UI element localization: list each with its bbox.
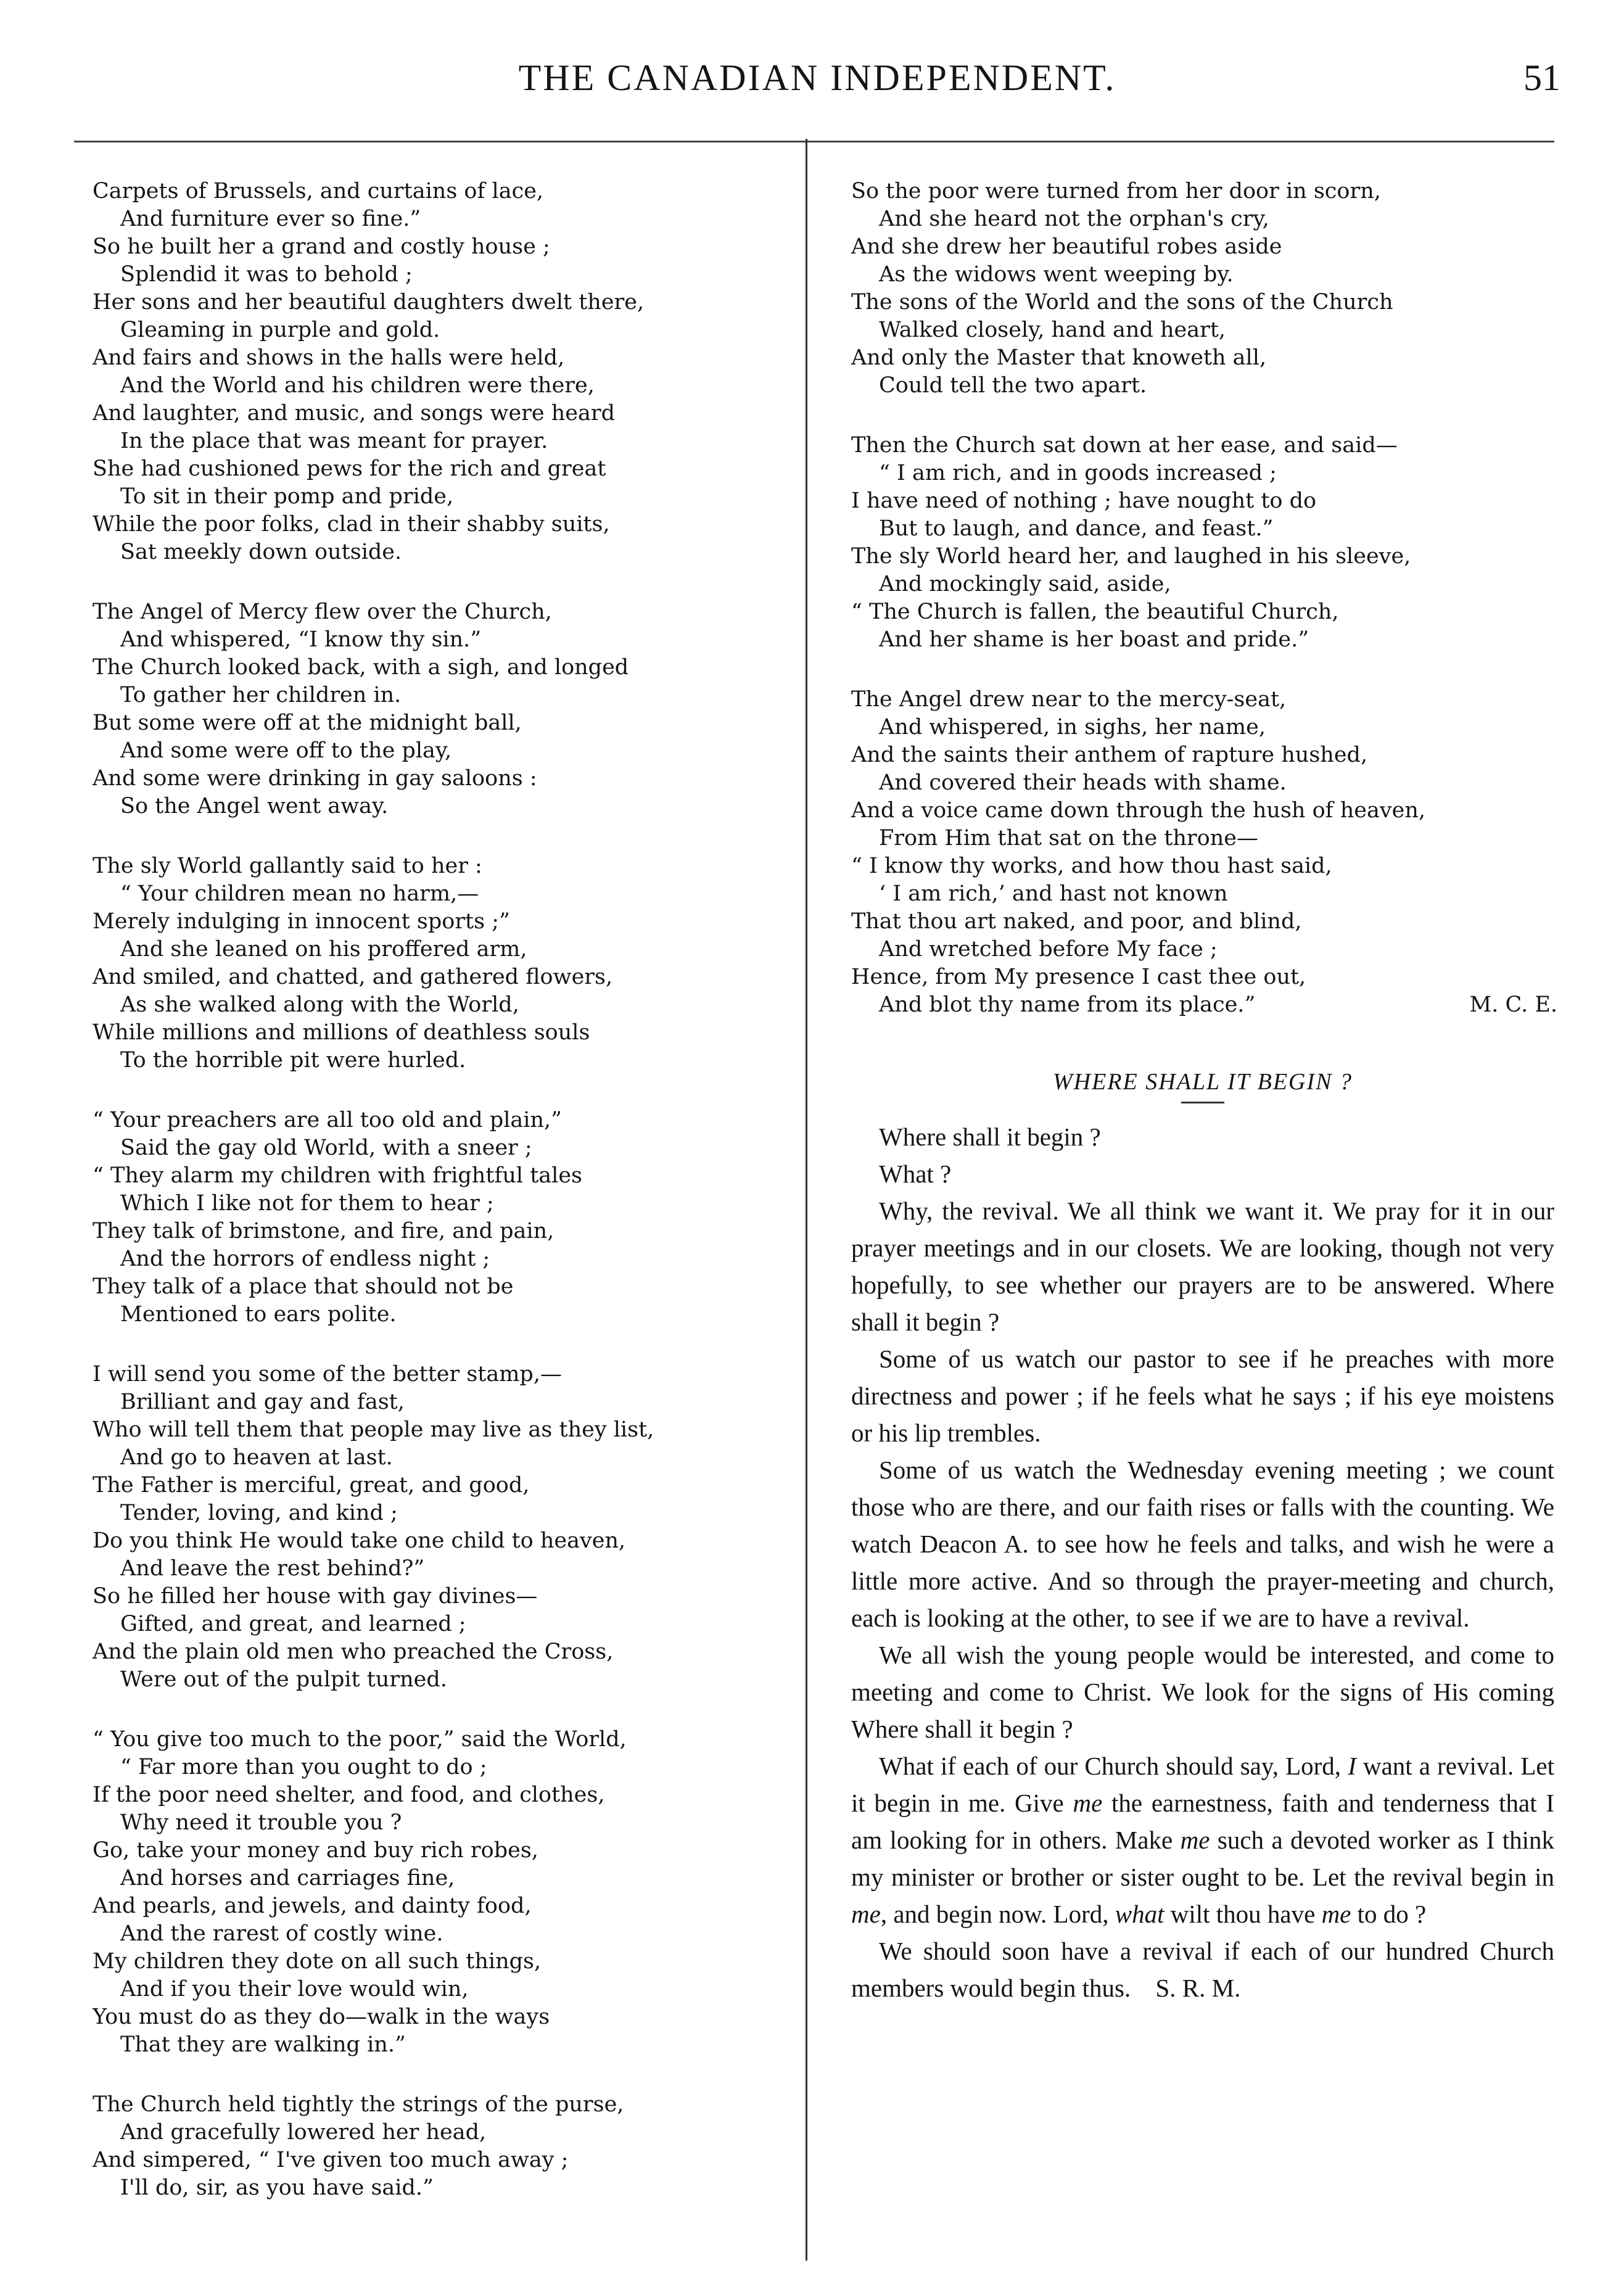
poem-line: And she drew her beautiful robes aside <box>851 234 1282 259</box>
poem-line: And the rarest of costly wine. <box>120 1921 443 1946</box>
poem-line: And gracefully lowered her head, <box>120 2120 487 2145</box>
poem-stanza <box>93 1107 789 1329</box>
poem-line: Gleaming in purple and gold. <box>120 318 440 342</box>
poem-line: And covered their heads with shame. <box>879 770 1287 795</box>
poem-line: “ Far more than you ought to do ; <box>120 1755 487 1779</box>
poem-stanza <box>93 1361 789 1694</box>
poem-stanza <box>851 432 1554 654</box>
poem-line: While the poor folks, clad in their shabby suits, <box>93 512 610 537</box>
poem-line: “ I am rich, and in goods increased ; <box>879 461 1277 485</box>
poem-line: So the poor were turned from her door in scorn, <box>851 179 1381 204</box>
poem-line: And some were off to the play, <box>120 738 452 763</box>
page-header <box>74 57 1560 112</box>
poem-stanza <box>93 2091 789 2202</box>
poem-left <box>93 178 789 2202</box>
publication-title: THE CANADIAN INDEPENDENT. <box>518 57 1116 98</box>
poem-signature: M. C. E. <box>1469 992 1557 1017</box>
poem-line: And furniture ever so fine.” <box>120 207 421 231</box>
poem-line: But to laugh, and dance, and feast.” <box>879 516 1274 541</box>
poem-stanza <box>93 852 789 1074</box>
poem-line: They talk of brimstone, and fire, and pain, <box>93 1219 554 1243</box>
poem-line: I will send you some of the better stamp,— <box>93 1362 562 1387</box>
article-paragraph: We should soon have a revival if each of our hundred Church members would begin thus. S. R. M. <box>851 1937 1554 2002</box>
poem-line: To the horrible pit were hurled. <box>120 1048 466 1073</box>
poem-line: Carpets of Brussels, and curtains of lace, <box>93 179 544 204</box>
poem-line: And pearls, and jewels, and dainty food, <box>93 1894 532 1918</box>
poem-line: Brilliant and gay and fast, <box>120 1390 405 1414</box>
article-signature: S. R. M. <box>1155 1974 1241 2002</box>
poem-line: And simpered, “ I've given too much away ; <box>93 2148 569 2172</box>
poem-line: And the horrors of endless night ; <box>120 1247 490 1271</box>
poem-line: “ Your preachers are all too old and plain,” <box>93 1108 563 1132</box>
poem-line: And fairs and shows in the halls were held, <box>93 345 565 370</box>
poem-line: And horses and carriages fine, <box>120 1866 455 1890</box>
poem-line: Tender, loving, and kind ; <box>120 1501 398 1525</box>
poem-line: Who will tell them that people may live as they list, <box>93 1417 654 1442</box>
poem-line: Go, take your money and buy rich robes, <box>93 1838 538 1863</box>
article-paragraph: Some of us watch the Wednesday evening meeting ; we count those who are there, and our faith rises or falls with the counting. We watch Deacon A. to see how he feels and talks, and wish he were a little more active. And so through the prayer-meeting and church, each is looking at the other, to see if we are to have a revival. <box>851 1456 1554 1632</box>
poem-line: And her shame is her boast and pride.” <box>879 627 1309 652</box>
poem-line: “ They alarm my children with frightful tales <box>93 1163 583 1188</box>
poem-line: Walked closely, hand and heart, <box>879 318 1226 342</box>
poem-line: I'll do, sir, as you have said.” <box>120 2175 434 2200</box>
poem-line: And blot thy name from its place.” M. C. E. <box>851 991 1557 1019</box>
poem-line: And some were drinking in gay saloons : <box>93 766 537 791</box>
column-divider <box>806 139 807 2261</box>
poem-line: As the widows went weeping by. <box>879 262 1234 287</box>
poem-line: You must do as they do—walk in the ways <box>93 2005 550 2029</box>
poem-line: Splendid it was to behold ; <box>120 262 413 287</box>
poem-stanza <box>851 686 1557 1019</box>
poem-line: To sit in their pomp and pride, <box>120 484 454 509</box>
article-paragraph: What ? <box>879 1160 952 1188</box>
poem-stanza <box>93 598 789 820</box>
poem-line: While millions and millions of deathless souls <box>93 1020 590 1045</box>
poem-line: And only the Master that knoweth all, <box>851 345 1267 370</box>
poem-line: And mockingly said, aside, <box>879 572 1171 596</box>
article-paragraph: Why, the revival. We all think we want it. We pray for it in our prayer meetings and in our closets. We are looking, though not very hopefully, to see whether our prayers are to be answered. Where shall it begin ? <box>851 1197 1554 1336</box>
poem-line: ‘ I am rich,’ and hast not known <box>879 881 1228 906</box>
poem-line: The sly World gallantly said to her : <box>93 854 482 878</box>
article-paragraph: Where shall it begin ? <box>879 1123 1101 1151</box>
poem-line: The sons of the World and the sons of the Church <box>851 290 1393 315</box>
poem-line: That thou art naked, and poor, and blind, <box>851 909 1302 934</box>
poem-right <box>851 178 1557 1019</box>
poem-line: Hence, from My presence I cast thee out, <box>851 965 1306 989</box>
poem-line: Sat meekly down outside. <box>120 540 402 564</box>
poem-line: The Angel drew near to the mercy-seat, <box>851 687 1287 712</box>
poem-line: And wretched before My face ; <box>879 937 1218 962</box>
right-column <box>851 178 1557 2006</box>
poem-line: From Him that sat on the throne— <box>879 826 1258 851</box>
poem-line: And the World and his children were there, <box>120 373 595 398</box>
poem-line: And she leaned on his proffered arm, <box>120 937 527 962</box>
poem-line: Said the gay old World, with a sneer ; <box>120 1136 532 1160</box>
poem-line: Which I like not for them to hear ; <box>120 1191 494 1216</box>
poem-line: Could tell the two apart. <box>879 373 1147 398</box>
poem-line: The sly World heard her, and laughed in his sleeve, <box>851 544 1411 569</box>
poem-line: In the place that was meant for prayer. <box>120 429 548 453</box>
poem-line: And whispered, in sighs, her name, <box>879 715 1266 740</box>
left-column <box>93 178 789 2234</box>
poem-line: Merely indulging in innocent sports ;” <box>93 909 510 934</box>
poem-line: If the poor need shelter, and food, and clothes, <box>93 1783 605 1807</box>
poem-line: So he built her a grand and costly house ; <box>93 234 550 259</box>
poem-line: And leave the rest behind?” <box>120 1556 425 1581</box>
poem-line: And the plain old men who preached the Cross, <box>93 1639 614 1664</box>
poem-line: The Church looked back, with a sigh, and longed <box>93 655 629 680</box>
poem-line: And go to heaven at last. <box>120 1445 393 1470</box>
poem-line: So he filled her house with gay divines— <box>93 1584 538 1609</box>
article-paragraph: What if each of our Church should say, Lord, I want a revival. Let it begin in me. Give me the earnestness, faith and tenderness that I am looking for in others. Make me such a devoted worker as I think my minister or brother or sister ought to be. Let the revival begin in me, and begin now. Lord, what wilt thou have me to do ? <box>851 1752 1554 1928</box>
poem-line: Gifted, and great, and learned ; <box>120 1612 466 1636</box>
poem-line: Why need it trouble you ? <box>120 1810 402 1835</box>
poem-line: As she walked along with the World, <box>120 992 519 1017</box>
poem-line: Her sons and her beautiful daughters dwelt there, <box>93 290 645 315</box>
poem-line: The Church held tightly the strings of the purse, <box>93 2092 624 2117</box>
poem-line: Mentioned to ears polite. <box>120 1302 397 1327</box>
poem-line: To gather her children in. <box>120 683 402 707</box>
header-rule <box>74 141 1554 142</box>
poem-line: And a voice came down through the hush of heaven, <box>851 798 1426 823</box>
title-rule <box>1181 1102 1224 1103</box>
article-title: WHERE SHALL IT BEGIN ? <box>1053 1069 1353 1095</box>
poem-stanza <box>851 178 1554 400</box>
poem-line: And she heard not the orphan's cry, <box>879 207 1269 231</box>
poem-stanza <box>93 178 789 566</box>
poem-line: And laughter, and music, and songs were heard <box>93 401 615 426</box>
poem-line: Then the Church sat down at her ease, and said— <box>851 433 1398 458</box>
poem-line: That they are walking in.” <box>120 2032 406 2057</box>
poem-line: “ I know thy works, and how thou hast said, <box>851 854 1332 878</box>
poem-line: “ Your children mean no harm,— <box>120 881 479 906</box>
poem-line: “ The Church is fallen, the beautiful Church, <box>851 600 1339 624</box>
poem-line: And if you their love would win, <box>120 1977 469 2002</box>
poem-line: “ You give too much to the poor,” said the World, <box>93 1727 627 1752</box>
poem-line: The Father is merciful, great, and good, <box>93 1473 530 1498</box>
article-paragraph: We all wish the young people would be interested, and come to meeting and come to Christ. We look for the signs of His coming Where shall it begin ? <box>851 1641 1554 1743</box>
article-paragraph: Some of us watch our pastor to see if he preaches with more directness and power ; if he feels what he says ; if his eye moistens or his lip trembles. <box>851 1345 1554 1447</box>
poem-line: I have need of nothing ; have nought to do <box>851 489 1317 513</box>
poem-line: My children they dote on all such things, <box>93 1949 542 1974</box>
poem-line: And smiled, and chatted, and gathered flowers, <box>93 965 613 989</box>
poem-line: And the saints their anthem of rapture hushed, <box>851 743 1368 767</box>
poem-line: The Angel of Mercy flew over the Church, <box>93 600 552 624</box>
poem-line: So the Angel went away. <box>120 794 389 818</box>
page-number: 51 <box>1523 57 1560 98</box>
poem-line: And whispered, “I know thy sin.” <box>120 627 482 652</box>
poem-stanza <box>93 1726 789 2059</box>
poem-line: But some were off at the midnight ball, <box>93 711 522 735</box>
poem-line: She had cushioned pews for the rich and great <box>93 456 606 481</box>
poem-line: Were out of the pulpit turned. <box>120 1667 447 1692</box>
poem-line: They talk of a place that should not be <box>93 1274 514 1299</box>
poem-line: Do you think He would take one child to heaven, <box>93 1528 626 1553</box>
